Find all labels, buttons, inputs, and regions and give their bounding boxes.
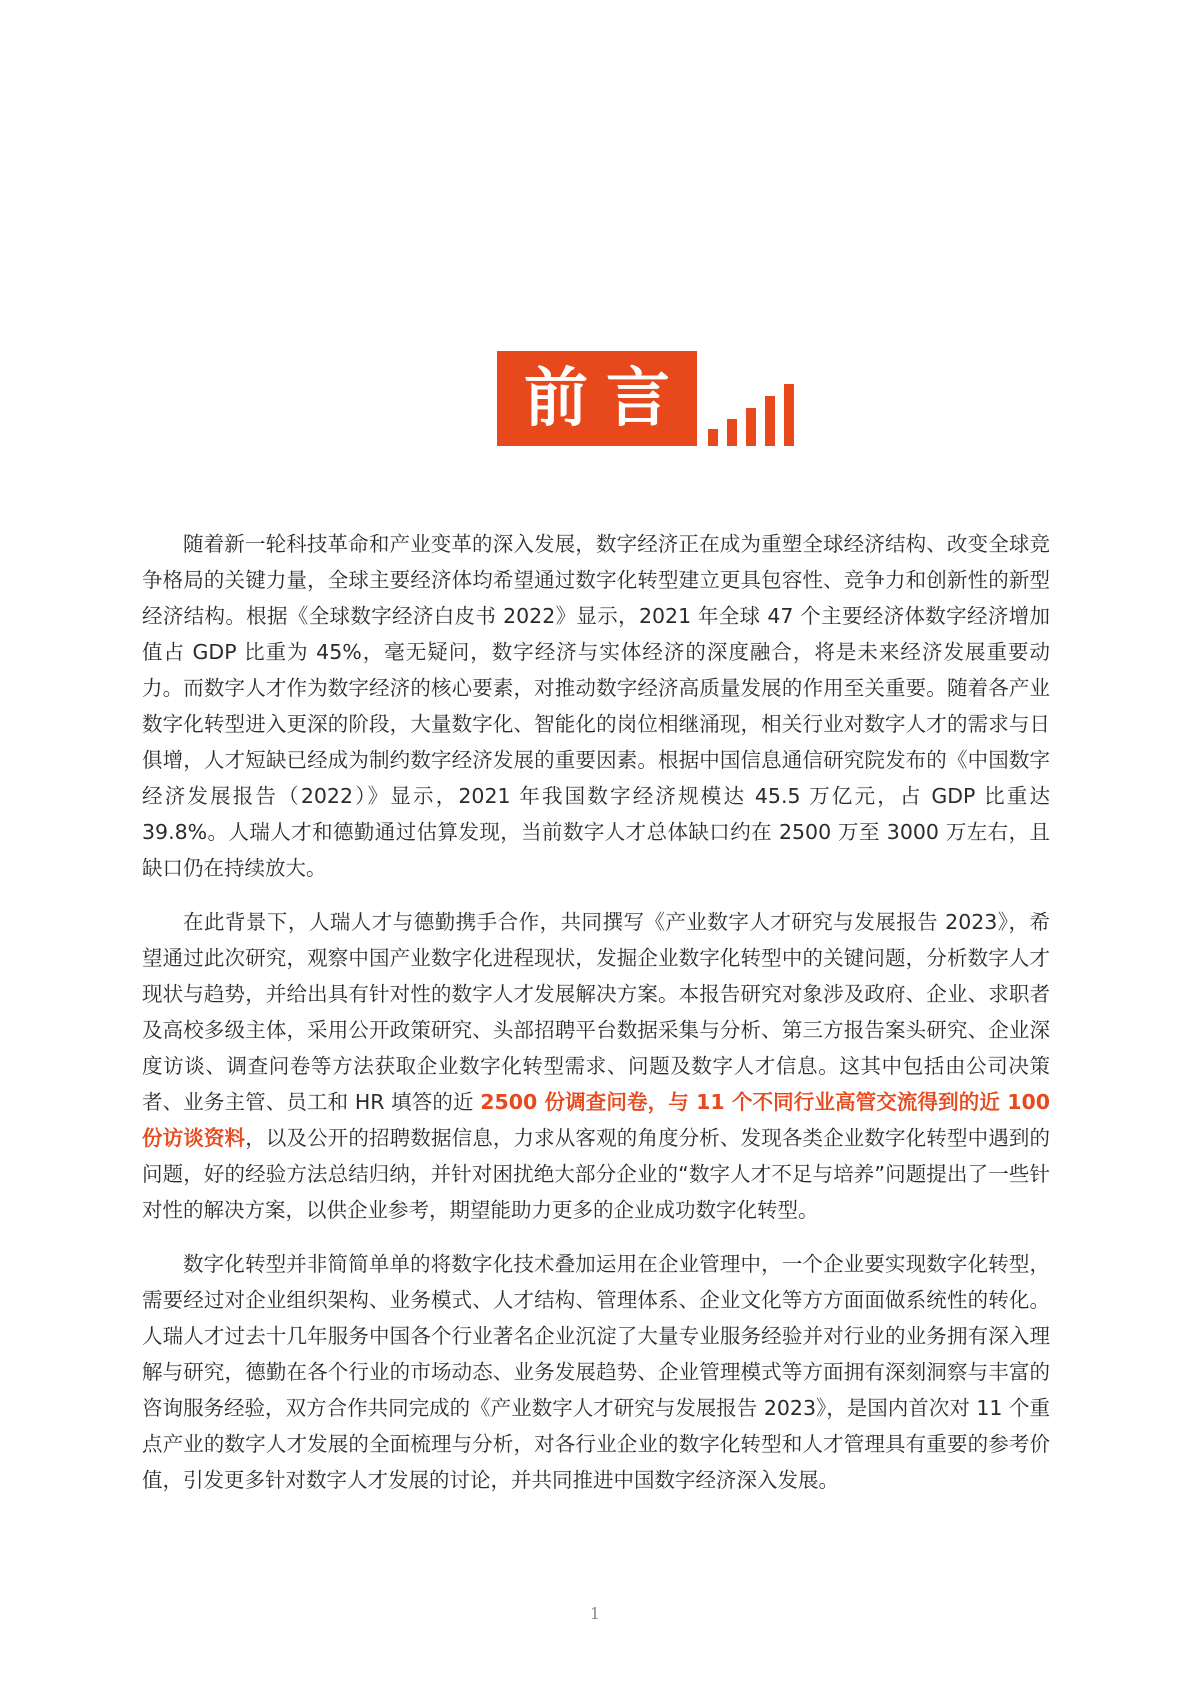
- title-block: [497, 351, 697, 446]
- bar-3: [746, 408, 756, 446]
- bar-4: [765, 396, 775, 446]
- bar-2: [727, 419, 737, 446]
- bar-1: [708, 429, 718, 446]
- paragraph-3: 数字化转型并非简简单单的将数字化技术叠加运用在企业管理中，一个企业要实现数字化转型，需要经过对企业组织架构、业务模式、人才结构、管理体系、企业文化等方方面面做系统性的转化。人瑞人才过去十几年服务中国各个行业著名企业沉淀了大量专业服务经验并对行业的业务拥有深入理解与研究，德勤在各个行业的市场动态、业务发展趋势、企业管理模式等方面拥有深刻洞察与丰富的咨询服务经验，双方合作共同完成的《产业数字人才研究与发展报告 2023》，是国内首次对 11 个重点产业的数字人才发展的全面梳理与分析，对各行业企业的数字化转型和人才管理具有重要的参考价值，引发更多针对数字人才发展的讨论，并共同推进中国数字经济深入发展。: [142, 1252, 1050, 1492]
- bar-5: [784, 384, 794, 446]
- bar-chart-icon: [708, 384, 794, 446]
- paragraph-2-highlight: 2500 份调查问卷，与 11 个不同行业高管交流得到的近 100 份访谈资料: [142, 1090, 1051, 1150]
- page-title: 前言: [524, 361, 688, 436]
- paragraph-2: [142, 904, 1050, 1228]
- paragraph-1: 随着新一轮科技革命和产业变革的深入发展，数字经济正在成为重塑全球经济结构、改变全球竞争格局的关键力量，全球主要经济体均希望通过数字化转型建立更具包容性、竞争力和创新性的新型经济结构。根据《全球数字经济白皮书 2022》显示，2021 年全球 47 个主要经济体数字经济增加值占 GDP 比重为 45%，毫无疑问，数字经济与实体经济的深度融合，将是未来经济发展重要动力。而数字人才作为数字经济的核心要素，对推动数字经济高质量发展的作用至关重要。随着各产业数字化转型进入更深的阶段，大量数字化、智能化的岗位相继涌现，相关行业对数字人才的需求与日俱增，人才短缺已经成为制约数字经济发展的重要因素。根据中国信息通信研究院发布的《中国数字经济发展报告（2022）》显示，2021 年我国数字经济规模达 45.5 万亿元，占 GDP 比重达 39.8%。人瑞人才和德勤通过估算发现，当前数字人才总体缺口约在 2500 万至 3000 万左右，且缺口仍在持续放大。: [142, 532, 1050, 880]
- paragraph-2-before: 在此背景下，人瑞人才与德勤携手合作，共同撰写《产业数字人才研究与发展报告 2023》，希望通过此次研究，观察中国产业数字化进程现状，发掘企业数字化转型中的关键问题，分析数字人才现状与趋势，并给出具有针对性的数字人才发展解决方案。本报告研究对象涉及政府、企业、求职者及高校多级主体，采用公开政策研究、头部招聘平台数据采集与分析、第三方报告案头研究、企业深度访谈、调查问卷等方法获取企业数字化转型需求、问题及数字人才信息。这其中包括由公司决策者、业务主管、员工和 HR 填答的近: [142, 910, 1050, 1114]
- preface-body: [142, 526, 1050, 1516]
- page-number: 1: [589, 1604, 601, 1623]
- paragraph-2-after: ，以及公开的招聘数据信息，力求从客观的角度分析、发现各类企业数字化转型中遇到的问题，好的经验方法总结归纳，并针对困扰绝大部分企业的“数字人才不足与培养”问题提出了一些针对性的解决方案，以供企业参考，期望能助力更多的企业成功数字化转型。: [142, 1126, 1051, 1222]
